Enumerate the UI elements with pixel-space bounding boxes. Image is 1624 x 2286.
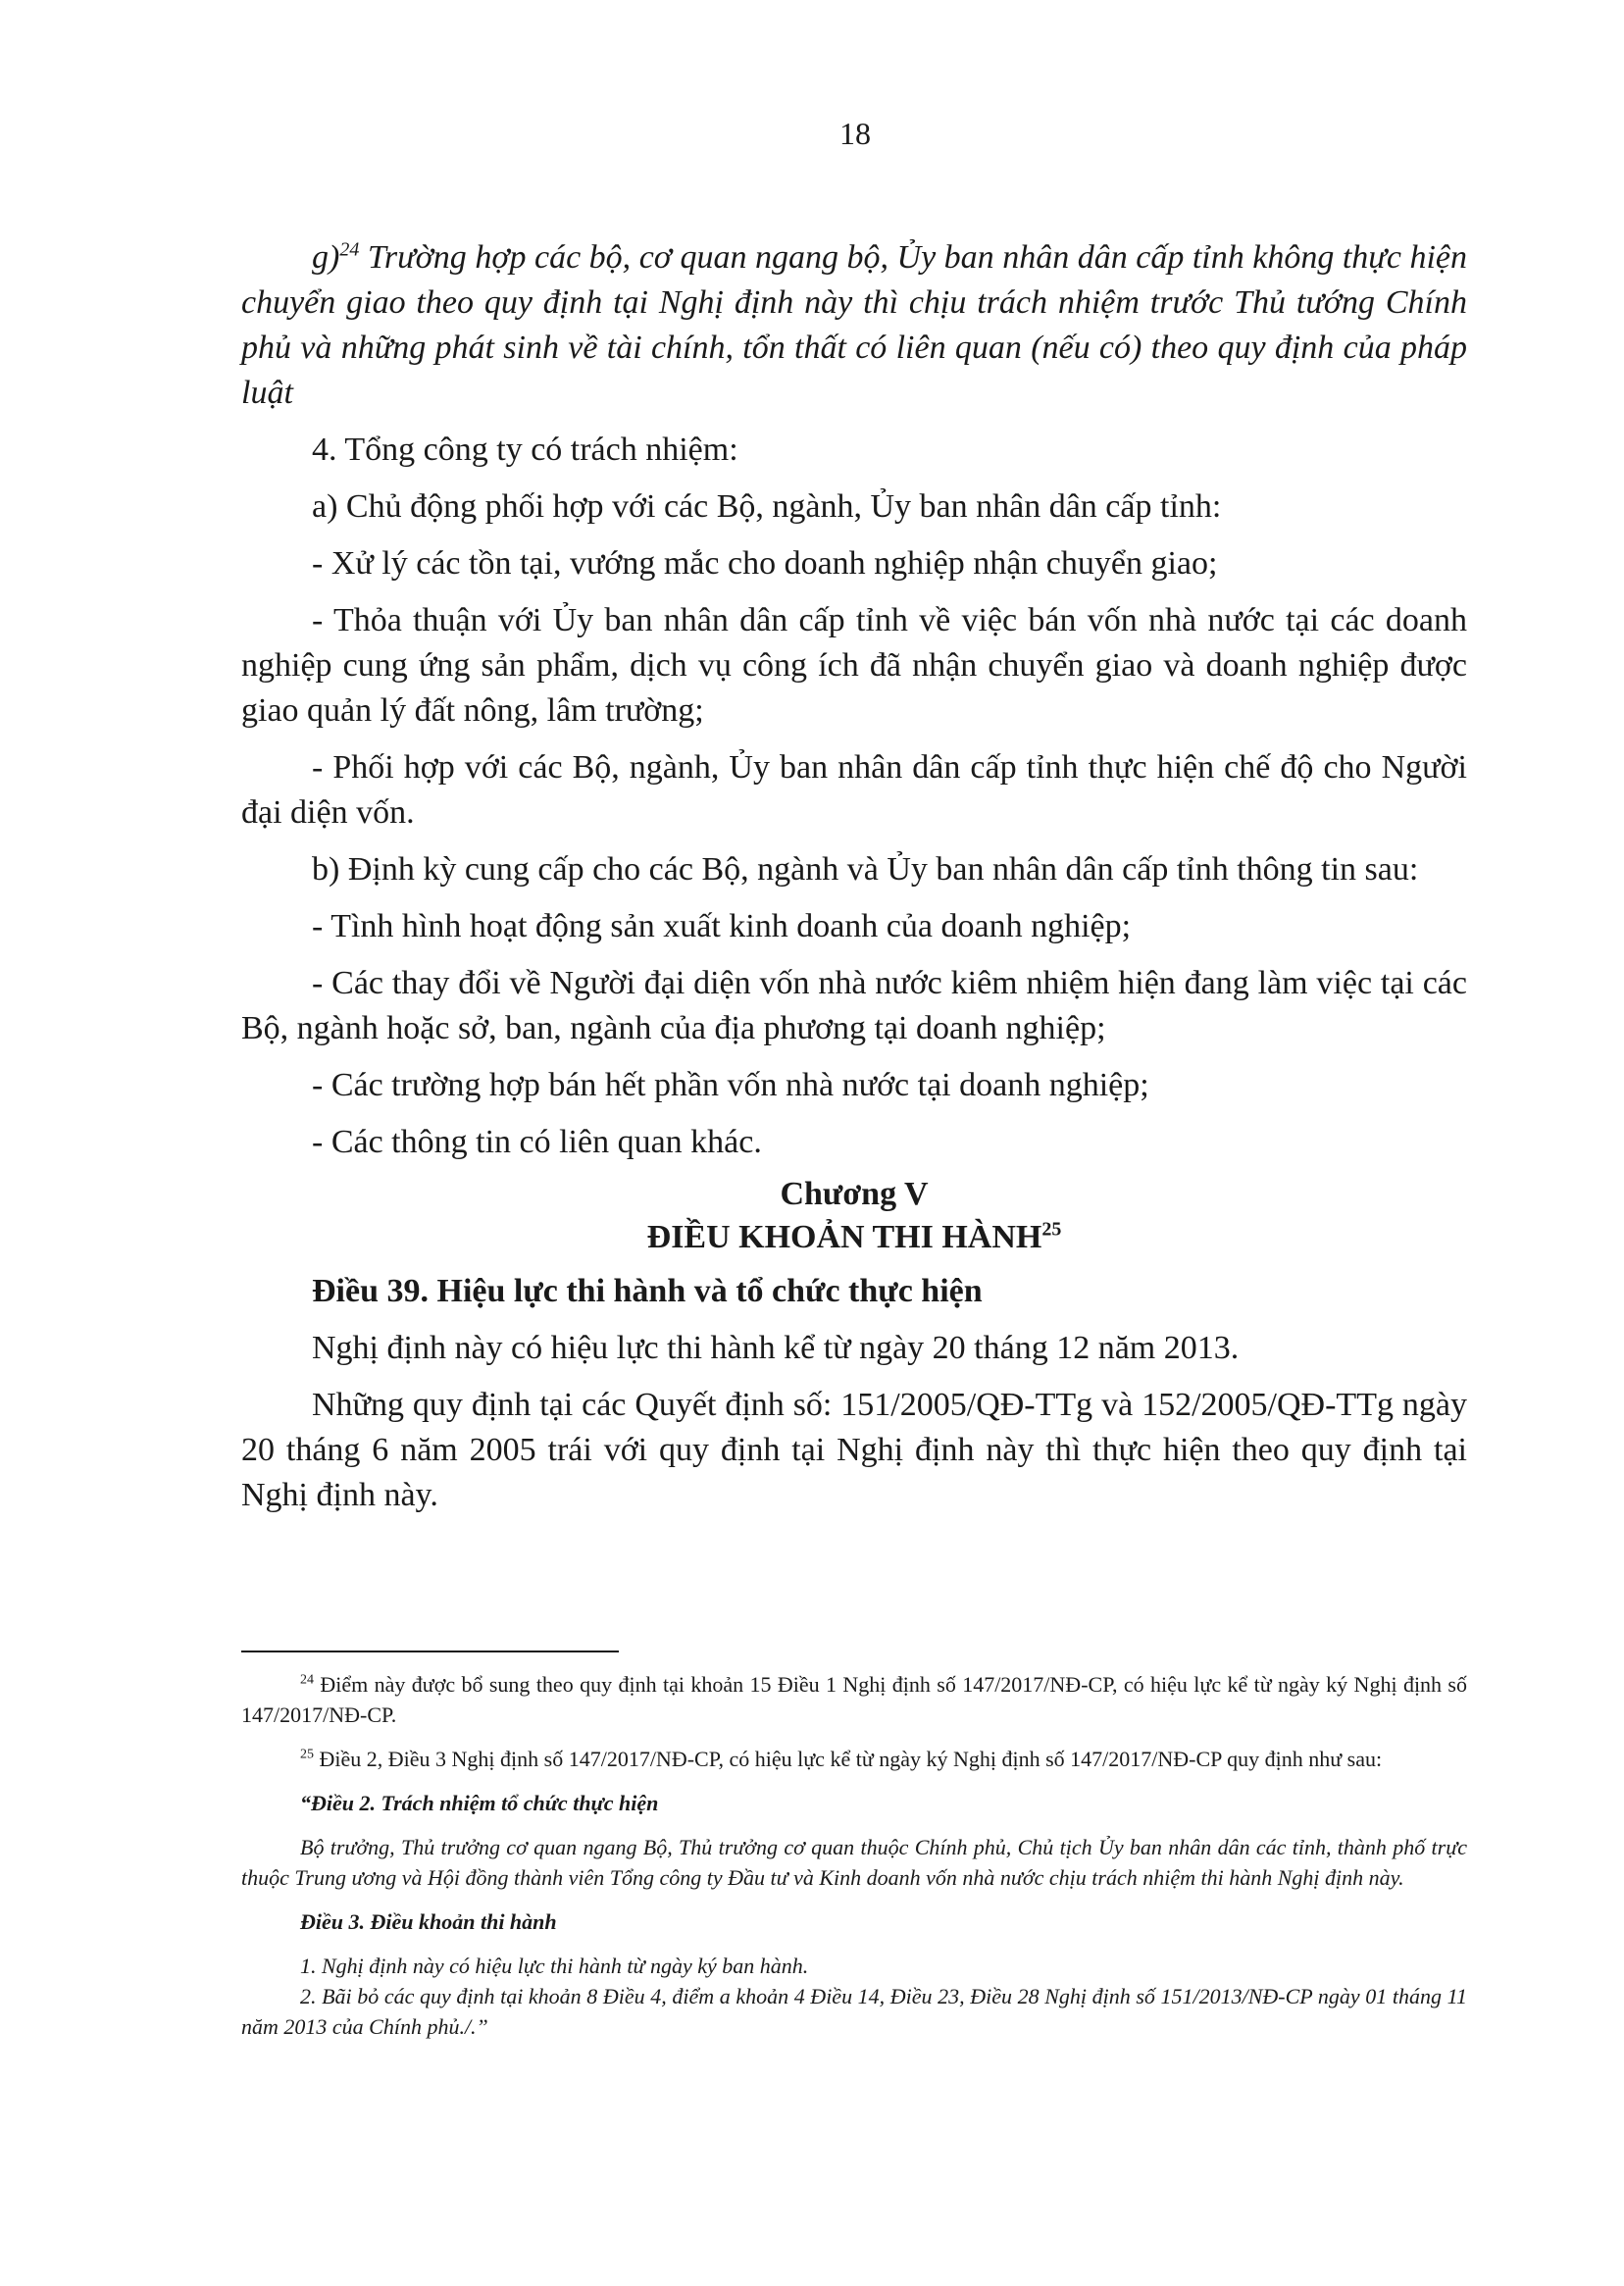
- footnote-ref-24: 24: [339, 238, 360, 261]
- footnotes: [241, 1669, 1467, 2042]
- page-number: 18: [839, 116, 871, 151]
- clause-4: 4. Tổng công ty có trách nhiệm:: [312, 432, 738, 468]
- point-a-item-3: - Phối hợp với các Bộ, ngành, Ủy ban nhân dân cấp tỉnh thực hiện chế độ cho Người đại diện vốn.: [241, 749, 1467, 831]
- footnote-24-index: 24: [300, 1672, 314, 1688]
- quoted-article-3-item-2: 2. Bãi bỏ các quy định tại khoản 8 Điều 4, điểm a khoản 4 Điều 14, Điều 23, Điều 28 Nghị định số 151/2013/NĐ-CP ngày 01 tháng 11 năm 2013 của Chính phủ./.”: [241, 1984, 1467, 2039]
- footnote-25-index: 25: [300, 1747, 314, 1762]
- point-b-item-3: - Các trường hợp bán hết phần vốn nhà nước tại doanh nghiệp;: [312, 1067, 1149, 1103]
- article-39-title: Điều 39. Hiệu lực thi hành và tổ chức thực hiện: [312, 1273, 983, 1309]
- footnote-24: [241, 1669, 1467, 1730]
- point-a-item-2: - Thỏa thuận với Ủy ban nhân dân cấp tỉnh về việc bán vốn nhà nước tại các doanh nghiệp cung ứng sản phẩm, dịch vụ công ích đã nhận chuyển giao và doanh nghiệp được giao quản lý đất nông, lâm trường;: [241, 602, 1467, 729]
- point-a-item-1: - Xử lý các tồn tại, vướng mắc cho doanh nghiệp nhận chuyển giao;: [312, 545, 1218, 582]
- paragraph-g-text: Trường hợp các bộ, cơ quan ngang bộ, Ủy ban nhân dân cấp tỉnh không thực hiện chuyển giao theo quy định tại Nghị định này thì chịu trách nhiệm trước Thủ tướng Chính phủ và những phát sinh về tài chính, tổn thất có liên quan (nếu có) theo quy định của pháp luật: [241, 239, 1467, 411]
- article-39-paragraph-2: Những quy định tại các Quyết định số: 151/2005/QĐ-TTg và 152/2005/QĐ-TTg ngày 20 tháng 6 năm 2005 trái với quy định tại Nghị định này thì thực hiện theo quy định tại Nghị định này.: [241, 1387, 1467, 1513]
- footnote-separator: [241, 1651, 619, 1652]
- point-b-item-4: - Các thông tin có liên quan khác.: [312, 1124, 762, 1160]
- paragraph-g-label: g): [312, 239, 340, 276]
- quoted-article-2-title: “Điều 2. Trách nhiệm tổ chức thực hiện: [300, 1791, 659, 1815]
- quoted-article-3-item-1: 1. Nghị định này có hiệu lực thi hành từ ngày ký ban hành.: [300, 1954, 809, 1978]
- footnote-25: [241, 1744, 1467, 1774]
- chapter-title: [241, 1216, 1467, 1259]
- main-text: [241, 235, 1467, 1518]
- quoted-article-2-text: Bộ trưởng, Thủ trưởng cơ quan ngang Bộ, Thủ trưởng cơ quan thuộc Chính phủ, Chủ tịch Ủy ban nhân dân các tỉnh, thành phố trực thuộc Trung ương và Hội đồng thành viên Tổng công ty Đầu tư và Kinh doanh vốn nhà nước chịu trách nhiệm thi hành Nghị định này.: [241, 1835, 1467, 1890]
- chapter-title-text: ĐIỀU KHOẢN THI HÀNH: [646, 1219, 1042, 1255]
- point-a: a) Chủ động phối hợp với các Bộ, ngành, Ủy ban nhân dân cấp tỉnh:: [312, 488, 1222, 525]
- point-b-item-2: - Các thay đổi về Người đại diện vốn nhà nước kiêm nhiệm hiện đang làm việc tại các Bộ, ngành hoặc sở, ban, ngành của địa phương tại doanh nghiệp;: [241, 965, 1467, 1046]
- footnote-ref-25: 25: [1041, 1218, 1062, 1241]
- footnote-25-text: Điều 2, Điều 3 Nghị định số 147/2017/NĐ-CP, có hiệu lực kể từ ngày ký Nghị định số 147/2017/NĐ-CP quy định như sau:: [314, 1747, 1383, 1771]
- point-b: b) Định kỳ cung cấp cho các Bộ, ngành và Ủy ban nhân dân cấp tỉnh thông tin sau:: [312, 851, 1419, 888]
- paragraph-g: [241, 235, 1467, 416]
- quoted-article-3-title: Điều 3. Điều khoản thi hành: [300, 1909, 557, 1934]
- chapter-number: Chương V: [780, 1176, 929, 1212]
- article-39-paragraph-1: Nghị định này có hiệu lực thi hành kể từ ngày 20 tháng 12 năm 2013.: [312, 1330, 1240, 1366]
- footnote-24-text: Điểm này được bổ sung theo quy định tại khoản 15 Điều 1 Nghị định số 147/2017/NĐ-CP, có hiệu lực kể từ ngày ký Nghị định số 147/2017/NĐ-CP.: [241, 1672, 1467, 1727]
- point-b-item-1: - Tình hình hoạt động sản xuất kinh doanh của doanh nghiệp;: [312, 908, 1132, 944]
